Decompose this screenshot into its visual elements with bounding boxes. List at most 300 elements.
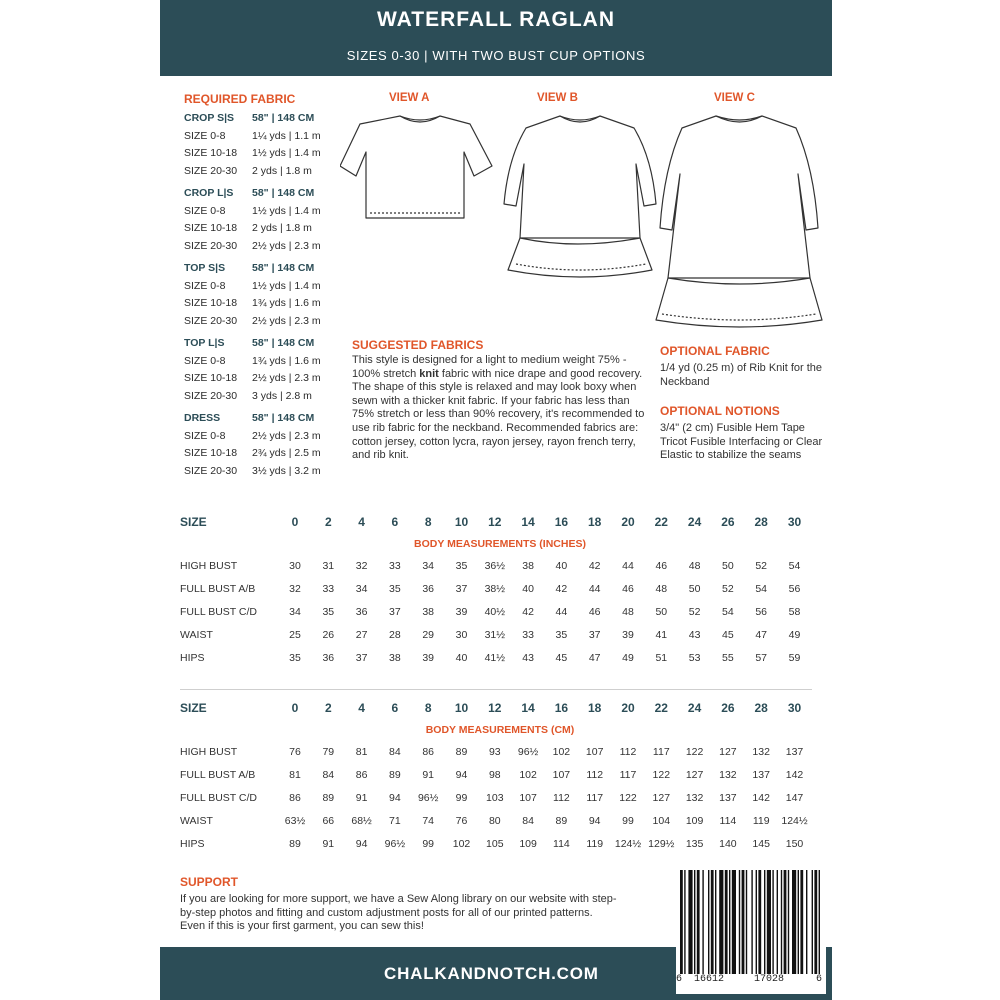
size-header-cell: 16	[554, 701, 569, 715]
measurement-cell: 54	[788, 560, 801, 572]
measurement-cell: 71	[389, 815, 401, 827]
size-header-cell: 30	[787, 701, 802, 715]
measurement-cell: 35	[389, 583, 401, 595]
measurement-cell: 102	[519, 769, 537, 781]
fabric-yardage: 2½ yds | 2.3 m	[252, 314, 321, 327]
size-header-cell: 20	[621, 701, 635, 715]
barcode-bar	[777, 870, 778, 974]
measurement-cell: 89	[455, 746, 468, 758]
measurement-cell: 25	[289, 629, 301, 641]
size-header-row	[180, 515, 820, 538]
suggested-fabrics-text	[352, 354, 652, 463]
measurement-cell: 89	[389, 769, 401, 781]
measurement-cell: 40	[455, 652, 468, 664]
measurement-cell: 38	[522, 560, 534, 572]
measurement-cell: 34	[355, 583, 368, 595]
size-header-cell: 12	[488, 701, 502, 715]
measurement-cell: 105	[486, 838, 504, 850]
measurement-cell: 107	[585, 746, 604, 758]
fabric-size-range: SIZE 0-8	[184, 354, 226, 367]
measurement-cell: 34	[422, 560, 435, 572]
barcode-bar	[739, 870, 740, 974]
measurement-cell: 49	[622, 652, 634, 664]
measurement-cell: 104	[652, 815, 671, 827]
size-header-cell: 14	[521, 515, 535, 529]
measurement-cell: 109	[519, 838, 537, 850]
fabric-yardage: 1½ yds | 1.4 m	[252, 147, 321, 159]
measurement-cell: 39	[622, 629, 634, 641]
fabric-group-name: CROP L|S	[184, 187, 234, 199]
measurement-cell: 36	[422, 583, 435, 595]
measurement-cell: 124½	[614, 838, 642, 850]
measurement-cell: 140	[719, 838, 737, 850]
size-header-cell: 28	[754, 515, 768, 529]
fabric-row	[184, 445, 321, 463]
barcode-bar	[725, 870, 728, 974]
size-header-cell: 22	[654, 515, 668, 529]
measurement-cell: 33	[389, 560, 401, 572]
measurement-cell: 109	[685, 815, 704, 827]
barcode-bar	[688, 870, 692, 974]
measurement-cell: 35	[455, 560, 468, 572]
size-header-cell: 20	[621, 515, 635, 529]
measurement-cell: 36½	[484, 560, 506, 572]
measurement-cell: 122	[652, 769, 671, 781]
measurement-cell: 35	[322, 606, 335, 618]
measurement-cell: 42	[555, 583, 568, 595]
pattern-subtitle: SIZES 0-30 | WITH TWO BUST CUP OPTIONS	[346, 48, 646, 63]
optional-fabric-title: OPTIONAL FABRIC	[660, 344, 770, 358]
size-header-cell: 0	[291, 701, 299, 715]
fabric-yardage: 2 yds | 1.8 m	[252, 222, 312, 234]
measurement-cell: 38½	[484, 583, 506, 595]
measurement-cell: 47	[588, 652, 601, 664]
measurement-cell: 98	[488, 769, 501, 781]
fabric-row	[184, 145, 321, 163]
website-link[interactable]: CHALKANDNOTCH.COM	[384, 964, 599, 983]
measurement-cell: 79	[322, 746, 335, 758]
measurement-cell: 30	[289, 560, 301, 572]
fabric-size-range: SIZE 10-18	[184, 447, 238, 459]
fabric-width: 58" | 148 CM	[252, 412, 315, 424]
measurement-cell: 119	[586, 838, 604, 850]
measurement-cell: 99	[455, 792, 468, 804]
measurement-cell: 86	[422, 746, 435, 758]
measurement-cell: 47	[755, 629, 768, 641]
barcode-digits-2: 17028	[754, 974, 785, 985]
fabric-width: 58" | 148 CM	[252, 112, 315, 124]
size-header-cell: 30	[787, 515, 802, 529]
measurement-cell: 132	[752, 746, 770, 758]
size-header-cell: 16	[554, 515, 569, 529]
measurement-cell: 55	[722, 652, 734, 664]
measurement-cell: 56	[788, 583, 801, 595]
measurement-cell: 44	[588, 583, 601, 595]
view-c-label: VIEW C	[714, 92, 755, 104]
barcode-bar	[798, 870, 799, 974]
measurement-cell: 81	[289, 769, 301, 781]
barcode-bar	[751, 870, 752, 974]
measurement-cell: 76	[455, 815, 468, 827]
fabric-group-header	[184, 260, 321, 278]
barcode-bar	[756, 870, 757, 974]
fabric-row	[184, 313, 321, 331]
size-header-cell: 4	[358, 701, 365, 715]
measurement-cell: 50	[722, 560, 734, 572]
fabric-row	[184, 295, 321, 313]
measurement-cell: 52	[722, 583, 734, 595]
measurement-cell: 40	[522, 583, 534, 595]
fabric-size-range: SIZE 10-18	[184, 147, 238, 159]
fabric-yardage: 3 yds | 2.8 m	[252, 389, 312, 402]
measurement-cell: 33	[322, 583, 335, 595]
measurement-cell: 127	[685, 769, 704, 781]
barcode-bar	[711, 870, 714, 974]
measurement-subtitle-row	[180, 724, 820, 746]
measurement-cell: 36	[355, 606, 368, 618]
barcode-bar	[800, 870, 803, 974]
measurement-cell: 76	[289, 746, 301, 758]
measurement-label: FULL BUST C/D	[180, 606, 258, 618]
measurement-cell: 94	[355, 838, 368, 850]
measurement-label: FULL BUST A/B	[180, 769, 256, 781]
measurement-cell: 142	[785, 769, 804, 781]
measurement-cell: 48	[655, 583, 668, 595]
measurement-cell: 117	[652, 746, 670, 758]
measurement-subtitle: BODY MEASUREMENTS (CM)	[425, 724, 575, 736]
measurement-cell: 48	[688, 560, 701, 572]
garment-illustrations	[340, 108, 828, 340]
measurement-cell: 58	[788, 606, 801, 618]
measurement-cell: 32	[355, 560, 368, 572]
measurement-label: HIGH BUST	[180, 746, 238, 758]
measurement-row	[180, 815, 820, 838]
barcode-bar	[719, 870, 723, 974]
measurement-cell: 46	[588, 606, 601, 618]
measurement-cell: 102	[452, 838, 471, 850]
measurement-cell: 68½	[351, 815, 372, 827]
measurement-cell: 40	[555, 560, 568, 572]
measurement-cell: 145	[752, 838, 770, 850]
support-text: If you are looking for more support, we have a Sew Along library on our website with step-by-step photos and fitting and custom adjustment posts for all of our printed patterns. Even if this is your first garment, you can sew this!	[180, 893, 617, 933]
fabric-row	[184, 353, 321, 371]
barcode-bar	[764, 870, 765, 974]
barcode-bar	[812, 870, 813, 974]
size-header-label: SIZE	[180, 515, 207, 529]
barcode-bar	[806, 870, 807, 974]
barcode-bar	[702, 870, 703, 974]
measurement-cell: 91	[322, 838, 335, 850]
fabric-row	[184, 388, 321, 406]
fabric-row	[184, 370, 321, 388]
measurement-cell: 132	[685, 792, 704, 804]
barcode-bar	[708, 870, 709, 974]
barcode-bar	[781, 870, 782, 974]
size-header-cell: 6	[391, 701, 399, 715]
barcode-digit-left: 6	[676, 974, 683, 985]
measurement-cell: 40½	[484, 606, 506, 618]
fabric-group-name: CROP S|S	[184, 112, 235, 124]
measurement-cell: 45	[555, 652, 568, 664]
measurement-label: HIGH BUST	[180, 560, 238, 572]
measurement-cell: 107	[552, 769, 571, 781]
measurement-cell: 37	[355, 652, 368, 664]
fabric-group-name: TOP S|S	[184, 262, 226, 274]
size-header-cell: 28	[754, 701, 768, 715]
fabric-yardage: 2¾ yds | 2.5 m	[252, 447, 321, 459]
required-fabric-list	[184, 110, 321, 480]
measurement-row	[180, 792, 820, 815]
barcode-bar	[742, 870, 745, 974]
measurement-cell: 42	[588, 560, 601, 572]
measurement-row	[180, 769, 820, 792]
barcode-bar	[819, 870, 820, 974]
measurement-row	[180, 606, 820, 629]
fabric-row	[184, 428, 321, 446]
measurement-cell: 31½	[484, 629, 506, 641]
fabric-yardage: 2½ yds | 2.3 m	[252, 239, 321, 252]
measurement-row	[180, 838, 820, 861]
measurement-cell: 66	[322, 815, 335, 827]
size-header-cell: 2	[324, 701, 332, 715]
suggested-fabrics-text-part: fabric with nice drape and good recovery. The shape of this style is relaxed and may look boxy when sewn with a thicker knit fabric. If your fabric has less than 75% stretch or less than 90% recovery, it's recommended to use rib fabric for the neckband. Recommended fabrics are: cotton jersey, cotton lycra, rayon jersey, rayon french terry, and rib knit.	[352, 367, 645, 462]
barcode-bar	[746, 870, 747, 974]
measurement-cell: 84	[389, 746, 401, 758]
measurement-cell: 39	[422, 652, 435, 664]
barcode-bar	[792, 870, 796, 974]
measurement-cell: 137	[785, 746, 804, 758]
header-band	[160, 0, 832, 76]
measurement-cell: 147	[785, 792, 804, 804]
fabric-size-range: SIZE 20-30	[184, 389, 238, 402]
barcode-bar	[680, 870, 683, 974]
fabric-row	[184, 203, 321, 221]
measurement-cell: 89	[289, 838, 301, 850]
size-header-row	[180, 701, 820, 724]
measurement-cell: 91	[422, 769, 435, 781]
measurement-cell: 52	[755, 560, 768, 572]
barcode	[676, 866, 826, 994]
fabric-size-range: SIZE 0-8	[184, 429, 226, 442]
measurement-cell: 36	[322, 652, 335, 664]
pattern-back-cover	[160, 0, 832, 1000]
measurement-cell: 63½	[284, 815, 306, 827]
measurement-cell: 37	[455, 583, 468, 595]
measurement-cell: 81	[355, 746, 368, 758]
barcode-bar	[684, 870, 685, 974]
measurement-cell: 86	[289, 792, 301, 804]
measurement-cell: 33	[522, 629, 534, 641]
optional-notions-title: OPTIONAL NOTIONS	[660, 404, 780, 418]
view-b-label: VIEW B	[537, 92, 578, 104]
measurement-cell: 51	[655, 652, 668, 664]
fabric-size-range: SIZE 20-30	[184, 239, 238, 252]
fabric-size-range: SIZE 0-8	[184, 129, 226, 142]
suggested-fabrics-text-part: This style is designed for a light to medium weight 75% - 100% stretch	[352, 354, 627, 380]
barcode-bars	[676, 870, 826, 978]
measurement-label: FULL BUST A/B	[180, 583, 256, 595]
barcode-bar	[788, 870, 789, 974]
measurement-cell: 48	[622, 606, 634, 618]
measurement-cell: 91	[355, 792, 368, 804]
size-header-cell: 2	[324, 515, 332, 529]
measurement-cell: 96½	[384, 838, 406, 850]
fabric-group-header	[184, 410, 321, 428]
support-title: SUPPORT	[180, 875, 239, 889]
fabric-yardage: 1¼ yds | 1.1 m	[252, 129, 321, 142]
measurement-cell: 94	[455, 769, 468, 781]
measurement-cell: 96½	[517, 746, 539, 758]
barcode-digits-1: 16612	[694, 974, 725, 985]
measurement-cell: 112	[586, 769, 604, 781]
measurement-cell: 127	[719, 746, 737, 758]
measurement-cell: 54	[755, 583, 768, 595]
measurement-cell: 117	[619, 769, 637, 781]
measurement-cell: 54	[722, 606, 734, 618]
measurement-cell: 107	[519, 792, 537, 804]
measurement-cell: 57	[755, 652, 768, 664]
measurement-cell: 80	[488, 815, 501, 827]
measurement-cell: 84	[522, 815, 534, 827]
measurement-cell: 34	[289, 606, 301, 618]
measurement-cell: 84	[322, 769, 335, 781]
measurement-cell: 43	[522, 652, 534, 664]
measurement-cell: 94	[389, 792, 401, 804]
measurement-cell: 37	[389, 606, 401, 618]
barcode-bar	[729, 870, 730, 974]
size-header-cell: 12	[488, 515, 502, 529]
fabric-yardage: 3½ yds | 3.2 m	[252, 464, 321, 477]
optional-notions-text: 3/4" (2 cm) Fusible Hem Tape Tricot Fusible Interfacing or Clear Elastic to stabilize the seams	[660, 422, 823, 462]
measurement-cell: 28	[389, 629, 401, 641]
measurement-cell: 53	[688, 652, 701, 664]
measurement-cell: 112	[619, 746, 637, 758]
measurement-subtitle-row	[180, 538, 820, 560]
measurement-row	[180, 583, 820, 606]
fabric-size-range: SIZE 10-18	[184, 297, 238, 309]
fabric-width: 58" | 148 CM	[252, 187, 315, 199]
barcode-bar	[694, 870, 695, 974]
size-header-label: SIZE	[180, 701, 207, 715]
measurement-cell: 41½	[484, 652, 506, 664]
fabric-yardage: 1¾ yds | 1.6 m	[252, 354, 321, 367]
measurement-cell: 49	[788, 629, 801, 641]
measurement-label: HIPS	[180, 652, 205, 664]
measurement-row	[180, 560, 820, 583]
measurement-cell: 124½	[781, 815, 808, 827]
measurement-cell: 96½	[417, 792, 439, 804]
measurement-cell: 132	[719, 769, 737, 781]
fabric-yardage: 2½ yds | 2.3 m	[252, 372, 321, 384]
pattern-title: WATERFALL RAGLAN	[376, 8, 616, 31]
measurement-cell: 117	[586, 792, 604, 804]
size-header-cell: 18	[588, 701, 602, 715]
measurement-cell: 37	[588, 629, 601, 641]
measurement-cell: 29	[422, 629, 435, 641]
fabric-row	[184, 163, 321, 181]
fabric-row	[184, 220, 321, 238]
size-header-cell: 10	[454, 701, 469, 715]
measurement-label: WAIST	[180, 815, 213, 827]
fabric-size-range: SIZE 20-30	[184, 464, 238, 477]
size-header-cell: 0	[291, 515, 299, 529]
measurement-cell: 44	[622, 560, 634, 572]
measurement-row	[180, 629, 820, 652]
measurement-row	[180, 652, 820, 675]
size-header-cell: 4	[358, 515, 365, 529]
measurement-cell: 150	[785, 838, 804, 850]
measurement-label: HIPS	[180, 838, 205, 850]
measurement-cell: 31	[322, 560, 335, 572]
fabric-yardage: 2 yds | 1.8 m	[252, 164, 312, 177]
size-header-cell: 8	[424, 515, 432, 529]
measurement-cell: 32	[289, 583, 301, 595]
fabric-row	[184, 463, 321, 481]
measurement-cell: 89	[555, 815, 568, 827]
measurement-cell: 46	[655, 560, 668, 572]
size-header-cell: 18	[588, 515, 602, 529]
measurement-cell: 59	[788, 652, 801, 664]
measurement-cell: 41	[655, 629, 668, 641]
fabric-group-name: TOP L|S	[184, 337, 225, 349]
size-header-cell: 22	[654, 701, 668, 715]
measurement-cell: 35	[555, 629, 568, 641]
size-header-cell: 26	[721, 515, 735, 529]
measurement-row	[180, 746, 820, 769]
size-header-cell: 10	[454, 515, 469, 529]
fabric-size-range: SIZE 10-18	[184, 372, 238, 384]
measurement-cell: 122	[685, 746, 704, 758]
measurement-cell: 119	[752, 815, 770, 827]
fabric-size-range: SIZE 0-8	[184, 279, 226, 292]
measurement-cell: 26	[322, 629, 335, 641]
size-header-cell: 8	[424, 701, 432, 715]
suggested-fabrics-bold: knit	[419, 367, 439, 380]
measurement-cell: 44	[555, 606, 568, 618]
barcode-bar	[784, 870, 787, 974]
size-header-cell: 26	[721, 701, 735, 715]
barcode-digit-right: 6	[816, 974, 823, 985]
measurement-cell: 137	[752, 769, 770, 781]
measurement-cell: 103	[486, 792, 504, 804]
measurement-label: WAIST	[180, 629, 213, 641]
measurement-cell: 114	[719, 815, 737, 827]
view-a-illustration	[340, 116, 492, 218]
fabric-row	[184, 278, 321, 296]
fabric-yardage: 1½ yds | 1.4 m	[252, 204, 321, 217]
barcode-bar	[814, 870, 817, 974]
cm-measurement-table	[180, 701, 820, 861]
measurement-cell: 38	[389, 652, 401, 664]
barcode-bar	[732, 870, 736, 974]
size-header-cell: 24	[687, 515, 702, 529]
optional-fabric-text: 1/4 yd (0.25 m) of Rib Knit for the Neckband	[660, 362, 823, 388]
fabric-group-header	[184, 110, 321, 128]
fabric-group-header	[184, 335, 321, 353]
measurement-cell: 46	[622, 583, 634, 595]
suggested-fabrics-title: SUGGESTED FABRICS	[352, 338, 484, 352]
measurement-cell: 137	[719, 792, 737, 804]
measurement-cell: 99	[422, 838, 435, 850]
measurement-cell: 93	[488, 746, 501, 758]
fabric-yardage: 1½ yds | 1.4 m	[252, 279, 321, 292]
measurement-cell: 42	[522, 606, 534, 618]
view-b-illustration	[504, 116, 656, 277]
size-header-cell: 24	[687, 701, 702, 715]
measurement-cell: 112	[553, 792, 570, 804]
measurement-cell: 142	[752, 792, 770, 804]
measurement-cell: 89	[322, 792, 335, 804]
